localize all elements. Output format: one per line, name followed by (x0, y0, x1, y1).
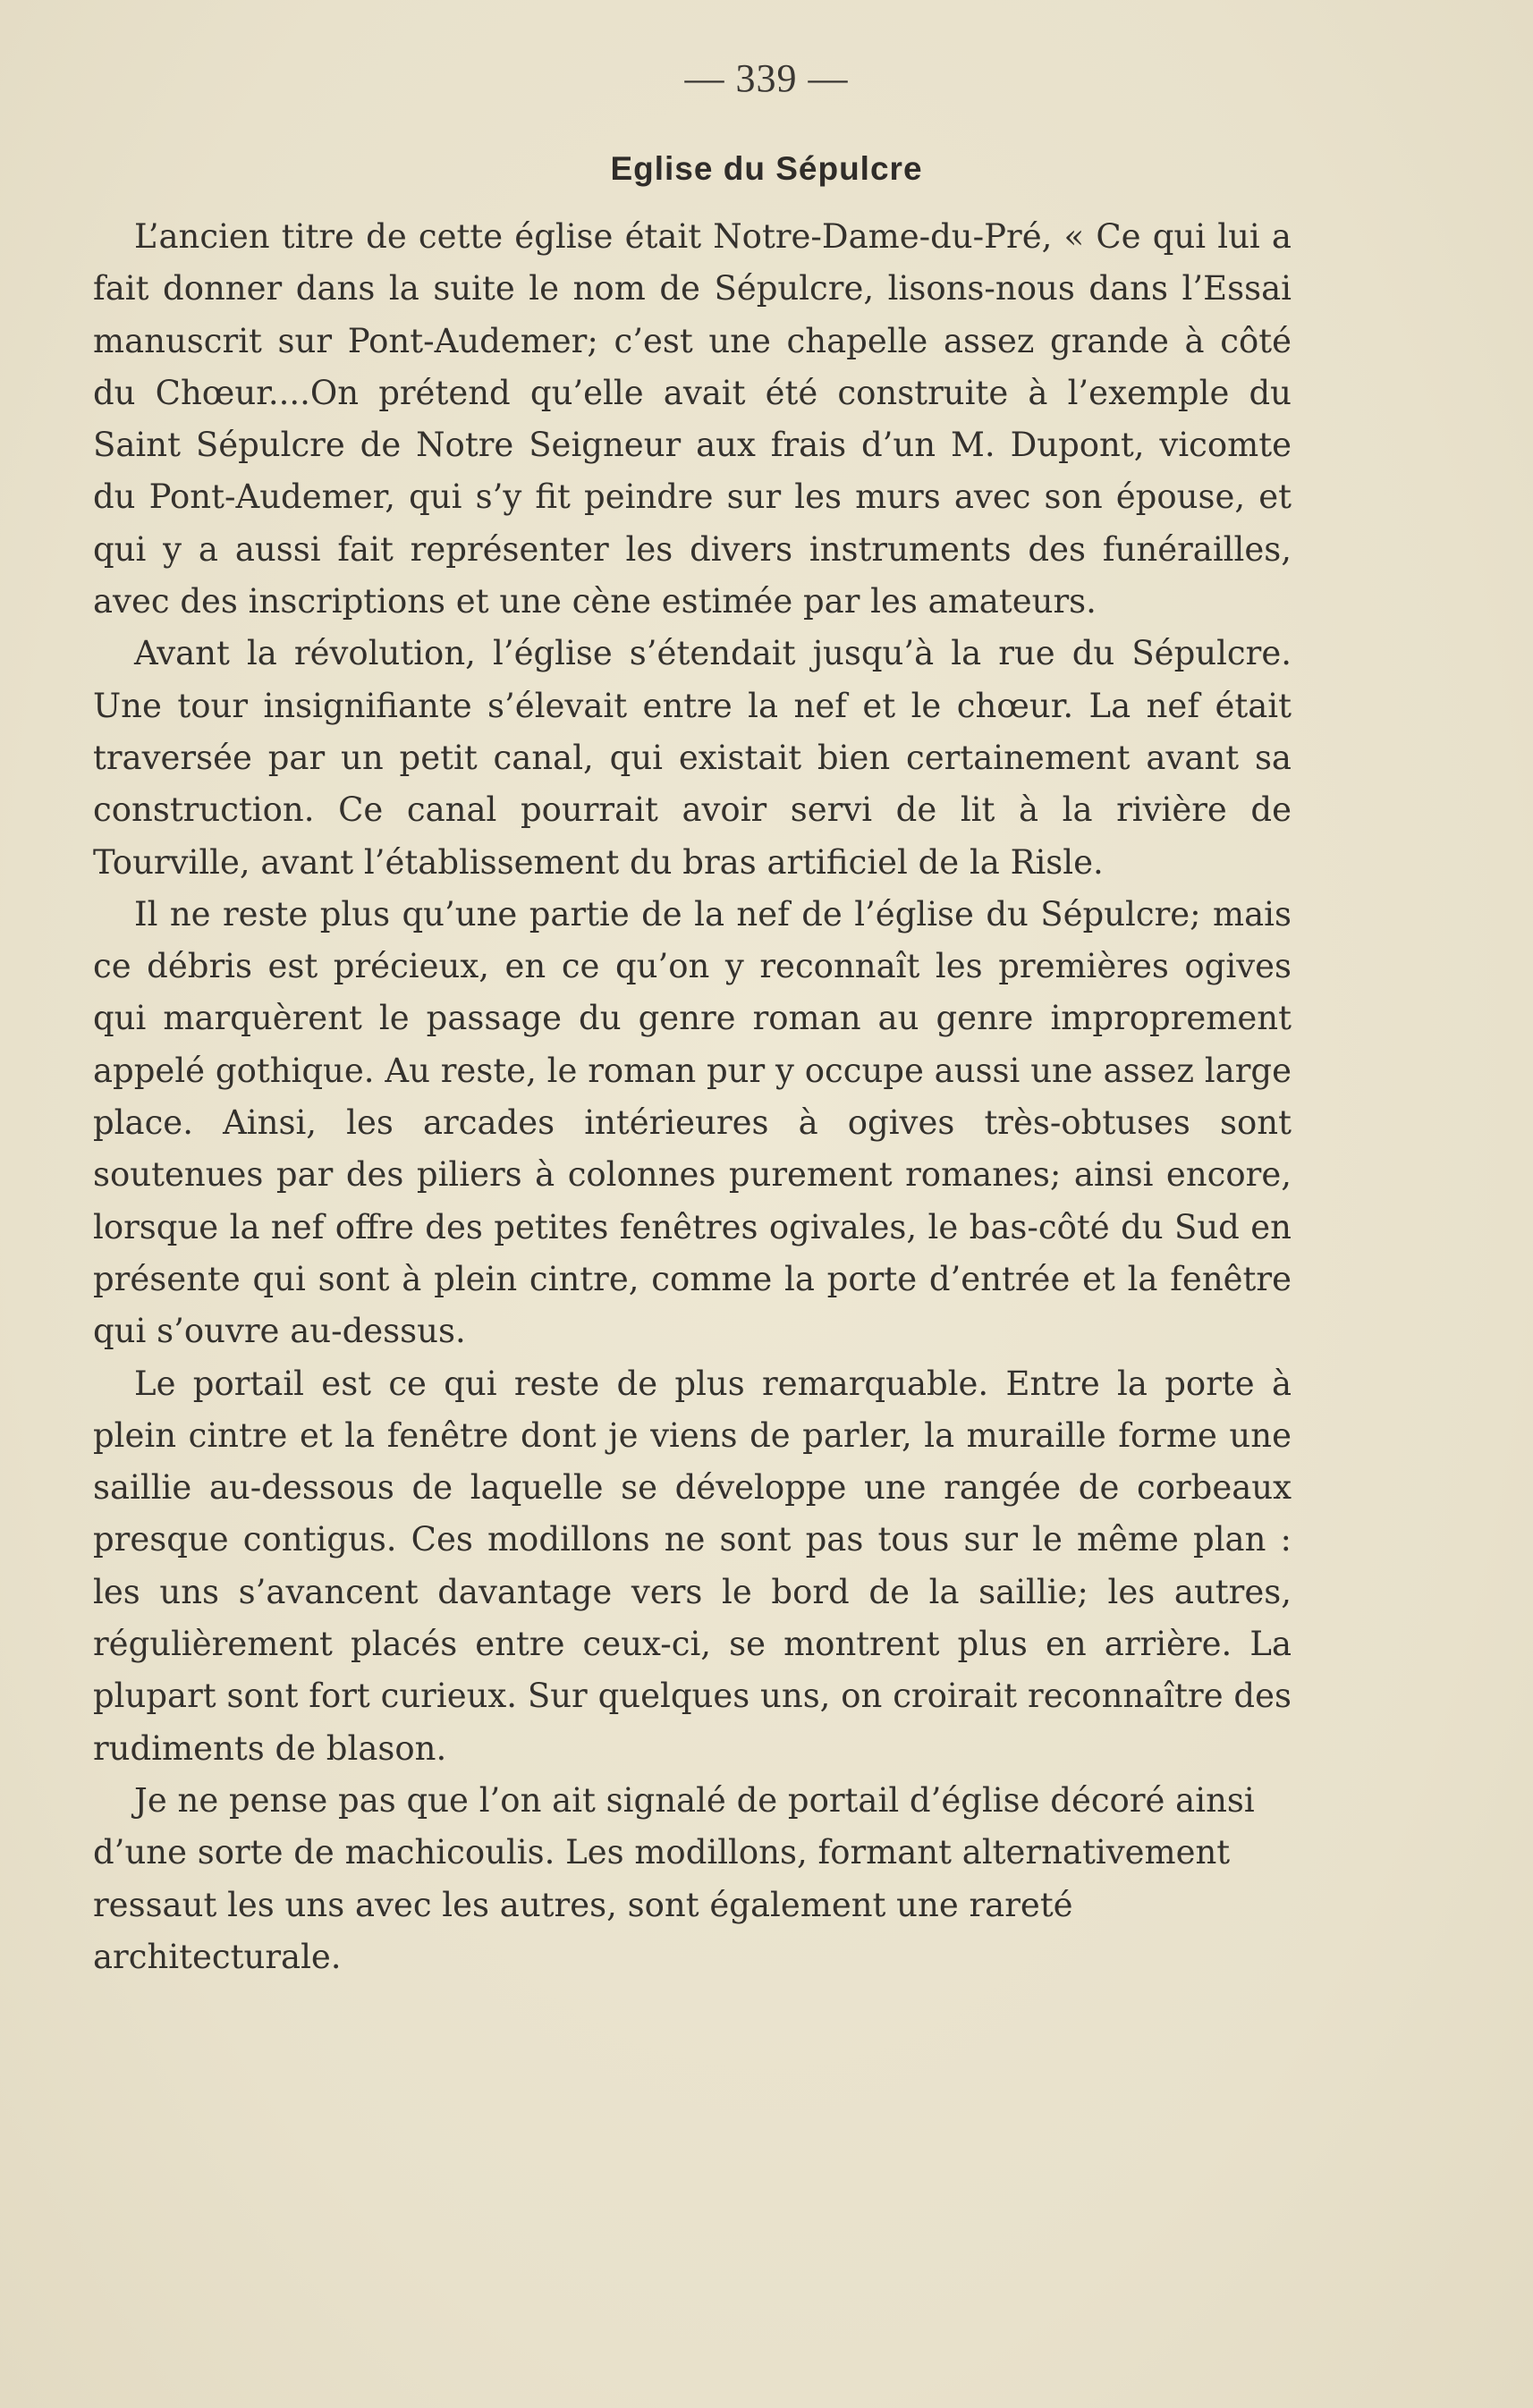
paragraph: Je ne pense pas que l’on ait signalé de portail d’église décoré ainsi d’une sorte de machicoulis. Les modillons, formant alternativement ressaut les uns avec les autres, sont également une rareté architecturale. (93, 1780, 1255, 1976)
section-title: Eglise du Sépulcre (610, 150, 923, 187)
paragraph: L’ancien titre de cette église était Notre-Dame-du-Pré, « Ce qui lui a fait donner dans la suite le nom de Sépulcre, lisons-nous dans l’Essai manuscrit sur Pont-Audemer; c’est une chapelle assez grande à côté du Chœur....On prétend qu’elle avait été construite à l’exemple du Saint Sépulcre de Notre Seigneur aux frais d’un M. Dupont, vicomte du Pont-Audemer, qui s’y fit peindre sur les murs avec son épouse, et qui y a aussi fait représenter les divers instruments des funérailles, avec des inscriptions et une cène estimée par les amateurs. (93, 217, 1292, 621)
page-number: — 339 — (684, 56, 849, 100)
paragraph: Le portail est ce qui reste de plus remarquable. Entre la porte à plein cintre et la fenêtre dont je viens de parler, la muraille forme une saillie au-dessous de laquelle se développe une rangée de corbeaux presque contigus. Ces modillons ne sont pas tous sur le même plan : les uns s’avancent davantage vers le bord de la saillie; les autres, régulièrement placés entre ceux-ci, se montrent plus en arrière. La plupart sont fort curieux. Sur quelques uns, on croirait reconnaître des rudiments de blason. (93, 1364, 1292, 1768)
body-text (93, 211, 1292, 1983)
paragraph: Avant la révolution, l’église s’étendait jusqu’à la rue du Sépulcre. Une tour insignifiante s’élevait entre la nef et le chœur. La nef était traversée par un petit canal, qui existait bien certainement avant sa construction. Ce canal pourrait avoir servi de lit à la rivière de Tourville, avant l’établissement du bras artificiel de la Risle. (93, 634, 1292, 882)
paragraph: Il ne reste plus qu’une partie de la nef de l’église du Sépulcre; mais ce débris est précieux, en ce qu’on y reconnaît les premières ogives qui marquèrent le passage du genre roman au genre improprement appelé gothique. Au reste, le roman pur y occupe aussi une assez large place. Ainsi, les arcades intérieures à ogives très-obtuses sont soutenues par des piliers à colonnes purement romanes; ainsi encore, lorsque la nef offre des petites fenêtres ogivales, le bas-côté du Sud en présente qui sont à plein cintre, comme la porte d’entrée et la fenêtre qui s’ouvre au-dessus. (93, 894, 1292, 1351)
